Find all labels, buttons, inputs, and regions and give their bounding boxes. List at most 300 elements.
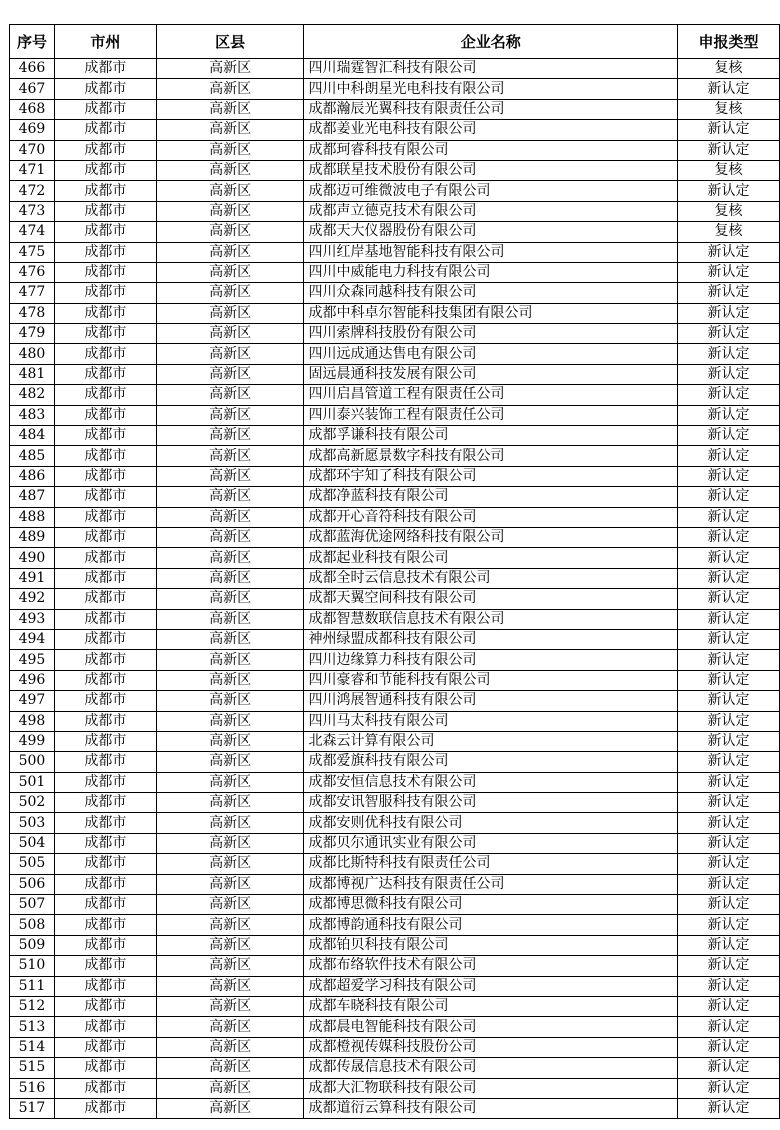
company-name-cell: 四川启昌管道工程有限责任公司 (304, 385, 678, 405)
serial-number-cell: 477 (10, 283, 55, 303)
district-cell: 高新区 (156, 487, 304, 507)
application-type-cell: 新认定 (678, 833, 780, 853)
application-type-cell: 新认定 (678, 181, 780, 201)
table-row (10, 283, 780, 303)
table-row (10, 650, 780, 670)
application-type-cell: 新认定 (678, 670, 780, 690)
company-name-cell: 成都博韵通科技有限公司 (304, 915, 678, 935)
district-cell: 高新区 (156, 874, 304, 894)
application-type-cell: 新认定 (678, 752, 780, 772)
application-type-cell: 新认定 (678, 405, 780, 425)
table-row (10, 731, 780, 751)
table-row (10, 956, 780, 976)
application-type-cell: 新认定 (678, 854, 780, 874)
city-cell: 成都市 (54, 385, 156, 405)
application-type-cell: 新认定 (678, 262, 780, 282)
application-type-cell: 新认定 (678, 609, 780, 629)
district-cell: 高新区 (156, 181, 304, 201)
application-type-cell: 新认定 (678, 813, 780, 833)
city-cell: 成都市 (54, 833, 156, 853)
application-type-cell: 新认定 (678, 996, 780, 1016)
serial-number-cell: 510 (10, 956, 55, 976)
district-cell: 高新区 (156, 731, 304, 751)
company-name-cell: 成都蓝海优途网络科技有限公司 (304, 527, 678, 547)
company-name-cell: 四川众森同越科技有限公司 (304, 283, 678, 303)
district-cell: 高新区 (156, 1017, 304, 1037)
serial-number-cell: 486 (10, 466, 55, 486)
city-cell: 成都市 (54, 731, 156, 751)
serial-number-cell: 466 (10, 59, 55, 79)
district-cell: 高新区 (156, 120, 304, 140)
company-name-cell: 四川红岸基地智能科技有限公司 (304, 242, 678, 262)
application-type-cell: 新认定 (678, 589, 780, 609)
district-cell: 高新区 (156, 935, 304, 955)
serial-number-cell: 470 (10, 140, 55, 160)
table-row (10, 181, 780, 201)
city-cell: 成都市 (54, 140, 156, 160)
city-cell: 成都市 (54, 487, 156, 507)
serial-number-cell: 472 (10, 181, 55, 201)
district-cell: 高新区 (156, 1037, 304, 1057)
serial-number-cell: 478 (10, 303, 55, 323)
company-name-cell: 四川鸿展智通科技有限公司 (304, 691, 678, 711)
table-row (10, 895, 780, 915)
enterprise-table (9, 24, 780, 1119)
serial-number-cell: 515 (10, 1058, 55, 1078)
company-name-cell: 成都净蓝科技有限公司 (304, 487, 678, 507)
city-cell: 成都市 (54, 303, 156, 323)
table-row (10, 833, 780, 853)
city-cell: 成都市 (54, 426, 156, 446)
application-type-cell: 复核 (678, 222, 780, 242)
serial-number-cell: 516 (10, 1078, 55, 1098)
table-row (10, 507, 780, 527)
city-cell: 成都市 (54, 711, 156, 731)
serial-number-cell: 512 (10, 996, 55, 1016)
city-cell: 成都市 (54, 629, 156, 649)
table-row (10, 609, 780, 629)
table-row (10, 426, 780, 446)
city-cell: 成都市 (54, 813, 156, 833)
district-cell: 高新区 (156, 670, 304, 690)
city-cell: 成都市 (54, 1058, 156, 1078)
district-cell: 高新区 (156, 140, 304, 160)
company-name-cell: 四川中科朗星光电科技有限公司 (304, 79, 678, 99)
table-row (10, 1037, 780, 1057)
serial-number-cell: 476 (10, 262, 55, 282)
table-row (10, 405, 780, 425)
table-row (10, 548, 780, 568)
table-row (10, 1017, 780, 1037)
city-cell: 成都市 (54, 59, 156, 79)
serial-number-cell: 491 (10, 568, 55, 588)
serial-number-cell: 482 (10, 385, 55, 405)
company-name-cell: 四川豪睿和节能科技有限公司 (304, 670, 678, 690)
company-name-cell: 成都传晟信息技术有限公司 (304, 1058, 678, 1078)
city-cell: 成都市 (54, 650, 156, 670)
application-type-cell: 新认定 (678, 446, 780, 466)
application-type-cell: 新认定 (678, 303, 780, 323)
city-cell: 成都市 (54, 466, 156, 486)
district-cell: 高新区 (156, 507, 304, 527)
company-name-cell: 成都中科卓尔智能科技集团有限公司 (304, 303, 678, 323)
company-name-cell: 成都橙视传媒科技股份公司 (304, 1037, 678, 1057)
application-type-cell: 新认定 (678, 140, 780, 160)
district-cell: 高新区 (156, 691, 304, 711)
district-cell: 高新区 (156, 996, 304, 1016)
company-name-cell: 成都比斯特科技有限责任公司 (304, 854, 678, 874)
table-row (10, 670, 780, 690)
table-row (10, 79, 780, 99)
city-cell: 成都市 (54, 568, 156, 588)
city-cell: 成都市 (54, 548, 156, 568)
district-cell: 高新区 (156, 344, 304, 364)
city-cell: 成都市 (54, 160, 156, 180)
application-type-cell: 新认定 (678, 426, 780, 446)
application-type-cell: 复核 (678, 59, 780, 79)
city-cell: 成都市 (54, 915, 156, 935)
district-cell: 高新区 (156, 324, 304, 344)
company-name-cell: 成都姜业光电科技有限公司 (304, 120, 678, 140)
city-cell: 成都市 (54, 181, 156, 201)
city-cell: 成都市 (54, 1017, 156, 1037)
application-type-cell: 新认定 (678, 466, 780, 486)
application-type-cell: 新认定 (678, 568, 780, 588)
district-cell: 高新区 (156, 833, 304, 853)
serial-number-cell: 507 (10, 895, 55, 915)
city-cell: 成都市 (54, 222, 156, 242)
district-cell: 高新区 (156, 976, 304, 996)
district-cell: 高新区 (156, 364, 304, 384)
application-type-cell: 新认定 (678, 1037, 780, 1057)
city-cell: 成都市 (54, 242, 156, 262)
table-row (10, 222, 780, 242)
table-row (10, 691, 780, 711)
city-cell: 成都市 (54, 364, 156, 384)
serial-number-cell: 509 (10, 935, 55, 955)
header-company-name: 企业名称 (304, 25, 678, 59)
company-name-cell: 成都瀚辰光翼科技有限责任公司 (304, 99, 678, 119)
city-cell: 成都市 (54, 1078, 156, 1098)
company-name-cell: 成都起业科技有限公司 (304, 548, 678, 568)
city-cell: 成都市 (54, 1037, 156, 1057)
serial-number-cell: 517 (10, 1098, 55, 1118)
serial-number-cell: 468 (10, 99, 55, 119)
city-cell: 成都市 (54, 405, 156, 425)
city-cell: 成都市 (54, 262, 156, 282)
table-row (10, 996, 780, 1016)
company-name-cell: 成都贝尔通讯实业有限公司 (304, 833, 678, 853)
application-type-cell: 新认定 (678, 364, 780, 384)
serial-number-cell: 483 (10, 405, 55, 425)
city-cell: 成都市 (54, 446, 156, 466)
company-name-cell: 成都车晓科技有限公司 (304, 996, 678, 1016)
city-cell: 成都市 (54, 793, 156, 813)
application-type-cell: 新认定 (678, 283, 780, 303)
application-type-cell: 新认定 (678, 915, 780, 935)
company-name-cell: 成都晨电智能科技有限公司 (304, 1017, 678, 1037)
application-type-cell: 复核 (678, 201, 780, 221)
district-cell: 高新区 (156, 711, 304, 731)
company-name-cell: 成都大汇物联科技有限公司 (304, 1078, 678, 1098)
table-row (10, 752, 780, 772)
district-cell: 高新区 (156, 283, 304, 303)
district-cell: 高新区 (156, 385, 304, 405)
district-cell: 高新区 (156, 262, 304, 282)
header-district: 区县 (156, 25, 304, 59)
district-cell: 高新区 (156, 59, 304, 79)
application-type-cell: 新认定 (678, 691, 780, 711)
table-row (10, 915, 780, 935)
city-cell: 成都市 (54, 935, 156, 955)
district-cell: 高新区 (156, 160, 304, 180)
serial-number-cell: 487 (10, 487, 55, 507)
application-type-cell: 新认定 (678, 385, 780, 405)
district-cell: 高新区 (156, 405, 304, 425)
serial-number-cell: 503 (10, 813, 55, 833)
serial-number-cell: 467 (10, 79, 55, 99)
district-cell: 高新区 (156, 956, 304, 976)
city-cell: 成都市 (54, 1098, 156, 1118)
city-cell: 成都市 (54, 99, 156, 119)
serial-number-cell: 504 (10, 833, 55, 853)
serial-number-cell: 471 (10, 160, 55, 180)
city-cell: 成都市 (54, 283, 156, 303)
header-serial-number: 序号 (10, 25, 55, 59)
company-name-cell: 北森云计算有限公司 (304, 731, 678, 751)
serial-number-cell: 485 (10, 446, 55, 466)
city-cell: 成都市 (54, 752, 156, 772)
serial-number-cell: 496 (10, 670, 55, 690)
serial-number-cell: 479 (10, 324, 55, 344)
serial-number-cell: 497 (10, 691, 55, 711)
application-type-cell: 新认定 (678, 772, 780, 792)
company-name-cell: 成都天大仪器股份有限公司 (304, 222, 678, 242)
city-cell: 成都市 (54, 609, 156, 629)
table-row (10, 711, 780, 731)
company-name-cell: 四川中威能电力科技有限公司 (304, 262, 678, 282)
company-name-cell: 成都高新愿景数字科技有限公司 (304, 446, 678, 466)
application-type-cell: 新认定 (678, 242, 780, 262)
serial-number-cell: 473 (10, 201, 55, 221)
table-row (10, 629, 780, 649)
company-name-cell: 四川索牌科技股份有限公司 (304, 324, 678, 344)
city-cell: 成都市 (54, 120, 156, 140)
serial-number-cell: 495 (10, 650, 55, 670)
company-name-cell: 成都声立德克技术有限公司 (304, 201, 678, 221)
serial-number-cell: 498 (10, 711, 55, 731)
table-row (10, 344, 780, 364)
city-cell: 成都市 (54, 589, 156, 609)
district-cell: 高新区 (156, 548, 304, 568)
company-name-cell: 成都铂贝科技有限公司 (304, 935, 678, 955)
company-name-cell: 成都环宇知了科技有限公司 (304, 466, 678, 486)
application-type-cell: 新认定 (678, 1098, 780, 1118)
serial-number-cell: 514 (10, 1037, 55, 1057)
company-name-cell: 成都爱旗科技有限公司 (304, 752, 678, 772)
table-row (10, 120, 780, 140)
application-type-cell: 新认定 (678, 120, 780, 140)
district-cell: 高新区 (156, 79, 304, 99)
city-cell: 成都市 (54, 854, 156, 874)
table-row (10, 140, 780, 160)
application-type-cell: 新认定 (678, 956, 780, 976)
company-name-cell: 四川泰兴装饰工程有限责任公司 (304, 405, 678, 425)
district-cell: 高新区 (156, 446, 304, 466)
header-city: 市州 (54, 25, 156, 59)
application-type-cell: 新认定 (678, 895, 780, 915)
serial-number-cell: 511 (10, 976, 55, 996)
city-cell: 成都市 (54, 956, 156, 976)
table-row (10, 466, 780, 486)
company-name-cell: 成都博思微科技有限公司 (304, 895, 678, 915)
company-name-cell: 四川马太科技有限公司 (304, 711, 678, 731)
district-cell: 高新区 (156, 568, 304, 588)
serial-number-cell: 469 (10, 120, 55, 140)
table-row (10, 201, 780, 221)
company-name-cell: 成都迈可维微波电子有限公司 (304, 181, 678, 201)
district-cell: 高新区 (156, 1098, 304, 1118)
application-type-cell: 新认定 (678, 874, 780, 894)
application-type-cell: 复核 (678, 99, 780, 119)
table-row (10, 527, 780, 547)
district-cell: 高新区 (156, 222, 304, 242)
application-type-cell: 新认定 (678, 324, 780, 344)
district-cell: 高新区 (156, 813, 304, 833)
company-name-cell: 成都全时云信息技术有限公司 (304, 568, 678, 588)
table-row (10, 262, 780, 282)
company-name-cell: 成都博视广达科技有限责任公司 (304, 874, 678, 894)
company-name-cell: 成都安讯智服科技有限公司 (304, 793, 678, 813)
serial-number-cell: 474 (10, 222, 55, 242)
application-type-cell: 新认定 (678, 650, 780, 670)
company-name-cell: 成都联星技术股份有限公司 (304, 160, 678, 180)
table-row (10, 1098, 780, 1118)
district-cell: 高新区 (156, 303, 304, 323)
table-row (10, 1078, 780, 1098)
serial-number-cell: 475 (10, 242, 55, 262)
table-row (10, 487, 780, 507)
enterprise-list-sheet (9, 24, 780, 1119)
district-cell: 高新区 (156, 915, 304, 935)
district-cell: 高新区 (156, 527, 304, 547)
serial-number-cell: 489 (10, 527, 55, 547)
city-cell: 成都市 (54, 79, 156, 99)
serial-number-cell: 488 (10, 507, 55, 527)
table-row (10, 589, 780, 609)
table-row (10, 324, 780, 344)
serial-number-cell: 493 (10, 609, 55, 629)
serial-number-cell: 506 (10, 874, 55, 894)
district-cell: 高新区 (156, 589, 304, 609)
company-name-cell: 成都安恒信息技术有限公司 (304, 772, 678, 792)
district-cell: 高新区 (156, 854, 304, 874)
company-name-cell: 成都智慧数联信息技术有限公司 (304, 609, 678, 629)
district-cell: 高新区 (156, 609, 304, 629)
district-cell: 高新区 (156, 1058, 304, 1078)
serial-number-cell: 502 (10, 793, 55, 813)
serial-number-cell: 505 (10, 854, 55, 874)
serial-number-cell: 494 (10, 629, 55, 649)
city-cell: 成都市 (54, 344, 156, 364)
table-row (10, 854, 780, 874)
city-cell: 成都市 (54, 691, 156, 711)
district-cell: 高新区 (156, 650, 304, 670)
city-cell: 成都市 (54, 976, 156, 996)
city-cell: 成都市 (54, 874, 156, 894)
city-cell: 成都市 (54, 670, 156, 690)
table-row (10, 813, 780, 833)
table-row (10, 1058, 780, 1078)
table-row (10, 772, 780, 792)
application-type-cell: 新认定 (678, 976, 780, 996)
serial-number-cell: 492 (10, 589, 55, 609)
application-type-cell: 新认定 (678, 935, 780, 955)
application-type-cell: 新认定 (678, 711, 780, 731)
company-name-cell: 成都布络软件技术有限公司 (304, 956, 678, 976)
table-row (10, 446, 780, 466)
serial-number-cell: 484 (10, 426, 55, 446)
company-name-cell: 成都珂睿科技有限公司 (304, 140, 678, 160)
header-application-type: 申报类型 (678, 25, 780, 59)
serial-number-cell: 508 (10, 915, 55, 935)
city-cell: 成都市 (54, 527, 156, 547)
company-name-cell: 成都道衍云算科技有限公司 (304, 1098, 678, 1118)
application-type-cell: 新认定 (678, 507, 780, 527)
serial-number-cell: 499 (10, 731, 55, 751)
company-name-cell: 成都孚谦科技有限公司 (304, 426, 678, 446)
application-type-cell: 新认定 (678, 1078, 780, 1098)
application-type-cell: 新认定 (678, 731, 780, 751)
company-name-cell: 神州绿盟成都科技有限公司 (304, 629, 678, 649)
district-cell: 高新区 (156, 201, 304, 221)
district-cell: 高新区 (156, 895, 304, 915)
city-cell: 成都市 (54, 507, 156, 527)
district-cell: 高新区 (156, 772, 304, 792)
table-row (10, 303, 780, 323)
city-cell: 成都市 (54, 201, 156, 221)
table-row (10, 59, 780, 79)
application-type-cell: 新认定 (678, 1058, 780, 1078)
district-cell: 高新区 (156, 466, 304, 486)
district-cell: 高新区 (156, 1078, 304, 1098)
serial-number-cell: 480 (10, 344, 55, 364)
application-type-cell: 新认定 (678, 527, 780, 547)
serial-number-cell: 481 (10, 364, 55, 384)
table-header (10, 25, 780, 59)
table-row (10, 568, 780, 588)
table-body (10, 59, 780, 1119)
city-cell: 成都市 (54, 996, 156, 1016)
company-name-cell: 成都天翼空间科技有限公司 (304, 589, 678, 609)
application-type-cell: 新认定 (678, 79, 780, 99)
table-row (10, 364, 780, 384)
district-cell: 高新区 (156, 426, 304, 446)
company-name-cell: 成都安则优科技有限公司 (304, 813, 678, 833)
table-row (10, 935, 780, 955)
table-row (10, 874, 780, 894)
application-type-cell: 新认定 (678, 793, 780, 813)
district-cell: 高新区 (156, 242, 304, 262)
application-type-cell: 新认定 (678, 1017, 780, 1037)
serial-number-cell: 490 (10, 548, 55, 568)
serial-number-cell: 501 (10, 772, 55, 792)
company-name-cell: 四川远成通达售电有限公司 (304, 344, 678, 364)
table-row (10, 99, 780, 119)
district-cell: 高新区 (156, 793, 304, 813)
district-cell: 高新区 (156, 629, 304, 649)
table-row (10, 976, 780, 996)
